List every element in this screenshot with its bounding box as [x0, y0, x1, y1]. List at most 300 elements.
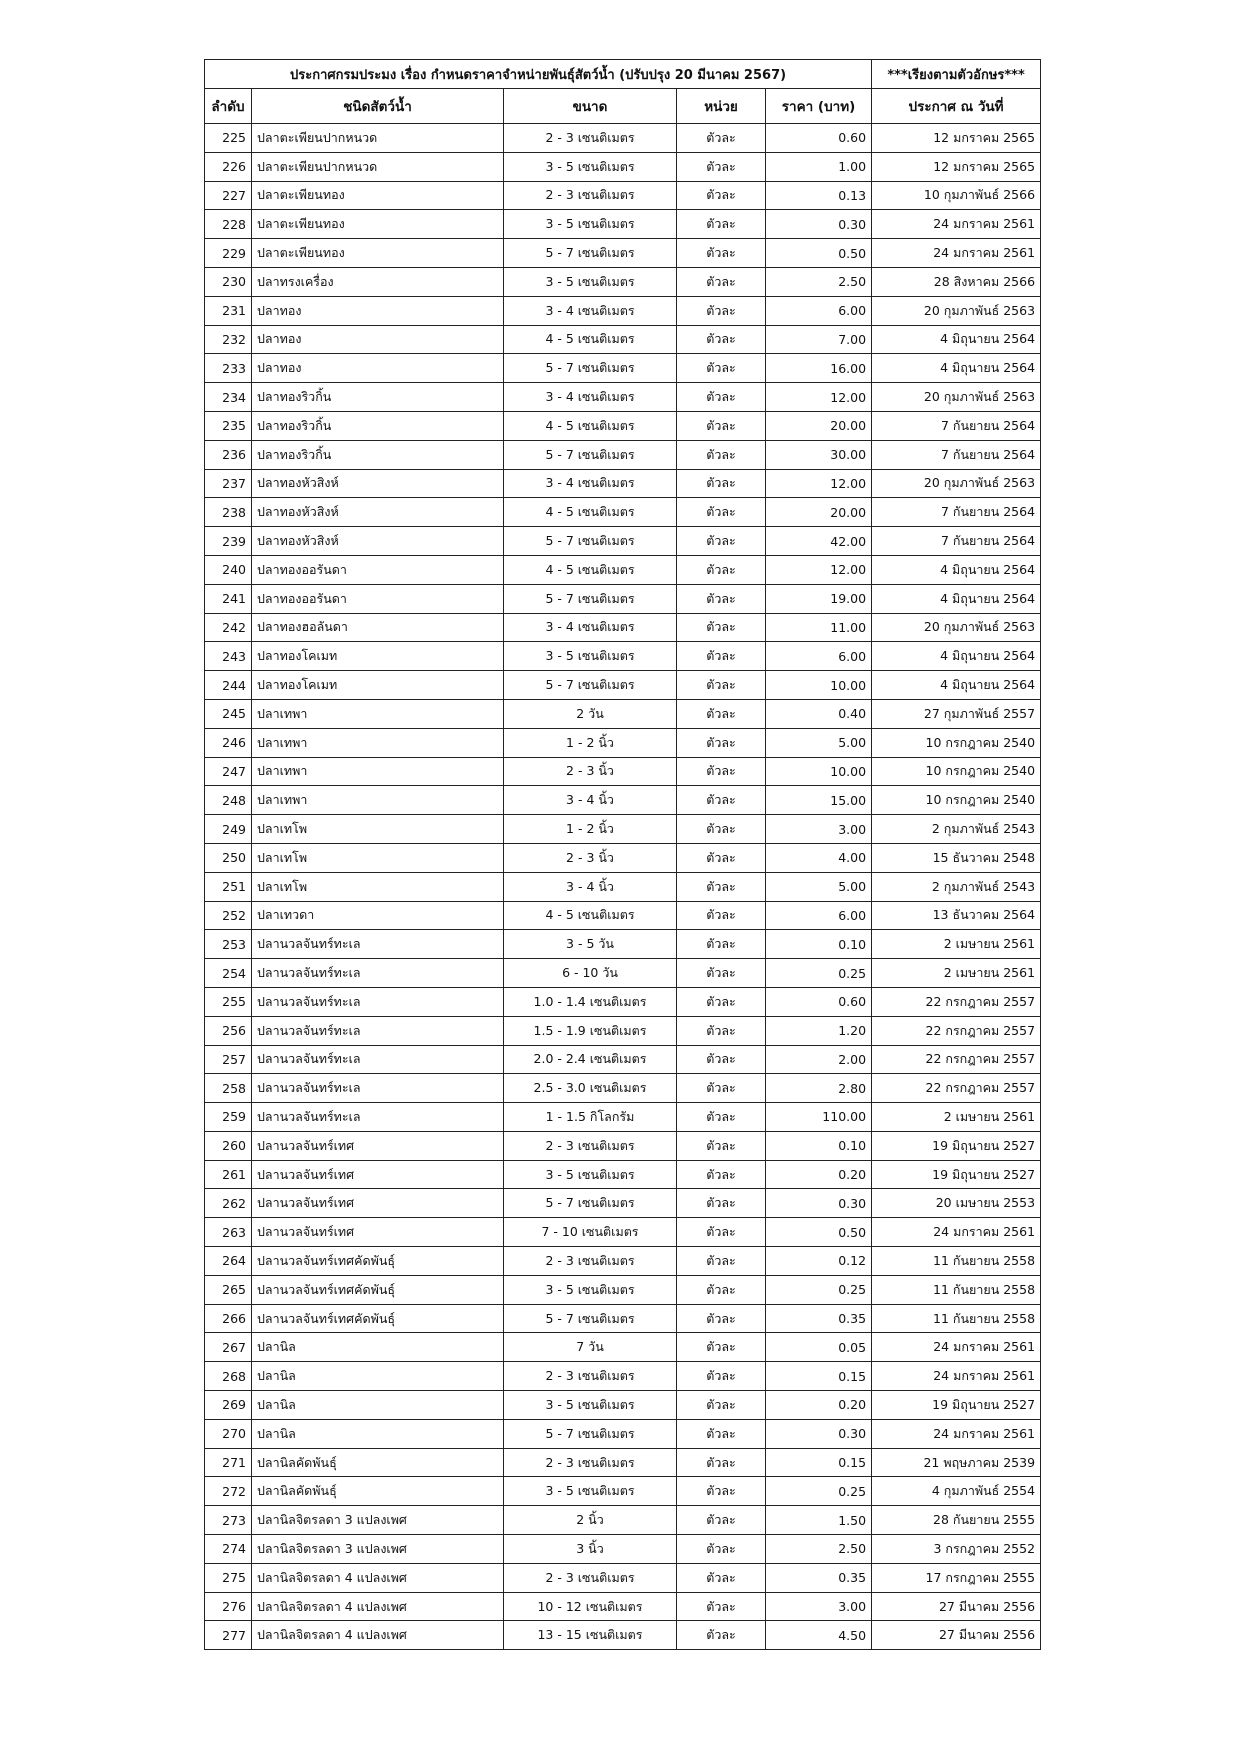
table-row [205, 1218, 1041, 1247]
price-cell: 0.13 [766, 181, 872, 210]
species-name-cell: ปลานวลจันทร์ทะเล [252, 1074, 504, 1103]
species-name-cell: ปลาทองริวกิ้น [252, 440, 504, 469]
price-cell: 4.00 [766, 843, 872, 872]
size-cell: 3 - 5 เซนติเมตร [504, 210, 677, 239]
announce-date-cell: 10 กรกฎาคม 2540 [872, 728, 1041, 757]
species-name-cell: ปลาตะเพียนปากหนวด [252, 152, 504, 181]
species-name-cell: ปลาทองหัวสิงห์ [252, 498, 504, 527]
announce-date-cell: 2 กุมภาพันธ์ 2543 [872, 815, 1041, 844]
price-table [204, 59, 1041, 1650]
species-name-cell: ปลาเทพา [252, 757, 504, 786]
column-header-name: ชนิดสัตว์น้ำ [252, 89, 504, 124]
size-cell: 3 - 5 เซนติเมตร [504, 1477, 677, 1506]
row-number-cell: 243 [205, 642, 252, 671]
unit-cell: ตัวละ [677, 1275, 766, 1304]
row-number-cell: 254 [205, 959, 252, 988]
row-number-cell: 271 [205, 1448, 252, 1477]
announce-date-cell: 4 มิถุนายน 2564 [872, 354, 1041, 383]
announce-date-cell: 19 มิถุนายน 2527 [872, 1391, 1041, 1420]
table-row [205, 671, 1041, 700]
table-row [205, 1563, 1041, 1592]
size-cell: 5 - 7 เซนติเมตร [504, 1304, 677, 1333]
announce-date-cell: 20 กุมภาพันธ์ 2563 [872, 613, 1041, 642]
table-row [205, 699, 1041, 728]
announce-date-cell: 2 เมษายน 2561 [872, 930, 1041, 959]
announce-date-cell: 22 กรกฎาคม 2557 [872, 987, 1041, 1016]
unit-cell: ตัวละ [677, 1477, 766, 1506]
unit-cell: ตัวละ [677, 1362, 766, 1391]
price-cell: 3.00 [766, 1592, 872, 1621]
size-cell: 3 - 5 เซนติเมตร [504, 152, 677, 181]
unit-cell: ตัวละ [677, 584, 766, 613]
table-row [205, 1391, 1041, 1420]
price-cell: 0.10 [766, 1131, 872, 1160]
price-cell: 20.00 [766, 411, 872, 440]
price-cell: 16.00 [766, 354, 872, 383]
price-cell: 12.00 [766, 383, 872, 412]
price-cell: 0.35 [766, 1304, 872, 1333]
table-row [205, 1535, 1041, 1564]
table-row [205, 1189, 1041, 1218]
species-name-cell: ปลาเทพา [252, 786, 504, 815]
unit-cell: ตัวละ [677, 959, 766, 988]
species-name-cell: ปลาตะเพียนทอง [252, 181, 504, 210]
price-cell: 5.00 [766, 872, 872, 901]
announce-date-cell: 28 กันยายน 2555 [872, 1506, 1041, 1535]
announce-date-cell: 22 กรกฎาคม 2557 [872, 1016, 1041, 1045]
price-cell: 0.30 [766, 1189, 872, 1218]
unit-cell: ตัวละ [677, 843, 766, 872]
unit-cell: ตัวละ [677, 613, 766, 642]
size-cell: 2 - 3 เซนติเมตร [504, 1362, 677, 1391]
species-name-cell: ปลาทองริวกิ้น [252, 383, 504, 412]
price-cell: 6.00 [766, 901, 872, 930]
price-cell: 0.25 [766, 959, 872, 988]
price-cell: 0.15 [766, 1362, 872, 1391]
unit-cell: ตัวละ [677, 728, 766, 757]
row-number-cell: 231 [205, 296, 252, 325]
unit-cell: ตัวละ [677, 1218, 766, 1247]
price-cell: 0.60 [766, 987, 872, 1016]
size-cell: 1 - 2 นิ้ว [504, 728, 677, 757]
announce-date-cell: 24 มกราคม 2561 [872, 1218, 1041, 1247]
unit-cell: ตัวละ [677, 1419, 766, 1448]
unit-cell: ตัวละ [677, 181, 766, 210]
price-cell: 2.50 [766, 267, 872, 296]
table-row [205, 901, 1041, 930]
size-cell: 4 - 5 เซนติเมตร [504, 411, 677, 440]
price-cell: 6.00 [766, 642, 872, 671]
announce-date-cell: 3 กรกฎาคม 2552 [872, 1535, 1041, 1564]
row-number-cell: 249 [205, 815, 252, 844]
species-name-cell: ปลานิลจิตรลดา 4 แปลงเพศ [252, 1621, 504, 1650]
size-cell: 2 - 3 เซนติเมตร [504, 1563, 677, 1592]
size-cell: 3 - 4 เซนติเมตร [504, 296, 677, 325]
species-name-cell: ปลานิลจิตรลดา 4 แปลงเพศ [252, 1563, 504, 1592]
species-name-cell: ปลาทองหัวสิงห์ [252, 469, 504, 498]
announce-date-cell: 22 กรกฎาคม 2557 [872, 1045, 1041, 1074]
row-number-cell: 238 [205, 498, 252, 527]
table-row [205, 469, 1041, 498]
species-name-cell: ปลาเทโพ [252, 872, 504, 901]
announce-date-cell: 11 กันยายน 2558 [872, 1304, 1041, 1333]
species-name-cell: ปลานวลจันทร์เทศคัดพันธุ์ [252, 1304, 504, 1333]
announce-date-cell: 2 กุมภาพันธ์ 2543 [872, 872, 1041, 901]
row-number-cell: 240 [205, 555, 252, 584]
table-row [205, 440, 1041, 469]
announce-date-cell: 19 มิถุนายน 2527 [872, 1131, 1041, 1160]
row-number-cell: 230 [205, 267, 252, 296]
unit-cell: ตัวละ [677, 498, 766, 527]
table-row [205, 872, 1041, 901]
row-number-cell: 232 [205, 325, 252, 354]
table-row [205, 296, 1041, 325]
price-cell: 2.80 [766, 1074, 872, 1103]
size-cell: 2 - 3 เซนติเมตร [504, 124, 677, 153]
announce-date-cell: 7 กันยายน 2564 [872, 527, 1041, 556]
price-cell: 19.00 [766, 584, 872, 613]
unit-cell: ตัวละ [677, 901, 766, 930]
table-row [205, 239, 1041, 268]
size-cell: 2 - 3 นิ้ว [504, 843, 677, 872]
row-number-cell: 247 [205, 757, 252, 786]
species-name-cell: ปลานวลจันทร์เทศ [252, 1189, 504, 1218]
unit-cell: ตัวละ [677, 325, 766, 354]
row-number-cell: 252 [205, 901, 252, 930]
species-name-cell: ปลาทอง [252, 325, 504, 354]
table-row [205, 843, 1041, 872]
row-number-cell: 260 [205, 1131, 252, 1160]
species-name-cell: ปลาทองหัวสิงห์ [252, 527, 504, 556]
size-cell: 3 - 4 เซนติเมตร [504, 469, 677, 498]
unit-cell: ตัวละ [677, 267, 766, 296]
row-number-cell: 228 [205, 210, 252, 239]
price-cell: 11.00 [766, 613, 872, 642]
table-row [205, 181, 1041, 210]
announce-date-cell: 4 มิถุนายน 2564 [872, 671, 1041, 700]
table-row [205, 1247, 1041, 1276]
size-cell: 5 - 7 เซนติเมตร [504, 1189, 677, 1218]
header-row [205, 89, 1041, 124]
species-name-cell: ปลานิลคัดพันธุ์ [252, 1477, 504, 1506]
price-cell: 0.20 [766, 1391, 872, 1420]
announce-date-cell: 7 กันยายน 2564 [872, 498, 1041, 527]
row-number-cell: 233 [205, 354, 252, 383]
row-number-cell: 244 [205, 671, 252, 700]
row-number-cell: 273 [205, 1506, 252, 1535]
size-cell: 5 - 7 เซนติเมตร [504, 584, 677, 613]
announce-date-cell: 20 กุมภาพันธ์ 2563 [872, 469, 1041, 498]
table-row [205, 267, 1041, 296]
unit-cell: ตัวละ [677, 383, 766, 412]
price-cell: 42.00 [766, 527, 872, 556]
table-row [205, 1045, 1041, 1074]
unit-cell: ตัวละ [677, 527, 766, 556]
announce-date-cell: 20 กุมภาพันธ์ 2563 [872, 383, 1041, 412]
species-name-cell: ปลานวลจันทร์เทศคัดพันธุ์ [252, 1275, 504, 1304]
unit-cell: ตัวละ [677, 1131, 766, 1160]
document-title: ประกาศกรมประมง เรื่อง กำหนดราคาจำหน่ายพันธุ์สัตว์น้ำ (ปรับปรุง 20 มีนาคม 2567) [205, 60, 872, 89]
unit-cell: ตัวละ [677, 1621, 766, 1650]
price-cell: 1.00 [766, 152, 872, 181]
table-row [205, 930, 1041, 959]
row-number-cell: 229 [205, 239, 252, 268]
unit-cell: ตัวละ [677, 786, 766, 815]
species-name-cell: ปลานิลจิตรลดา 3 แปลงเพศ [252, 1506, 504, 1535]
announce-date-cell: 24 มกราคม 2561 [872, 1419, 1041, 1448]
column-header-price: ราคา (บาท) [766, 89, 872, 124]
species-name-cell: ปลาเทโพ [252, 815, 504, 844]
size-cell: 2 - 3 เซนติเมตร [504, 1448, 677, 1477]
size-cell: 7 - 10 เซนติเมตร [504, 1218, 677, 1247]
table-row [205, 987, 1041, 1016]
announce-date-cell: 12 มกราคม 2565 [872, 124, 1041, 153]
price-cell: 0.25 [766, 1477, 872, 1506]
unit-cell: ตัวละ [677, 469, 766, 498]
price-cell: 0.05 [766, 1333, 872, 1362]
species-name-cell: ปลานิล [252, 1362, 504, 1391]
unit-cell: ตัวละ [677, 239, 766, 268]
size-cell: 2 - 3 เซนติเมตร [504, 1247, 677, 1276]
price-cell: 7.00 [766, 325, 872, 354]
announce-date-cell: 27 มีนาคม 2556 [872, 1592, 1041, 1621]
species-name-cell: ปลาตะเพียนทอง [252, 239, 504, 268]
species-name-cell: ปลาตะเพียนปากหนวด [252, 124, 504, 153]
table-row [205, 210, 1041, 239]
price-cell: 0.10 [766, 930, 872, 959]
row-number-cell: 268 [205, 1362, 252, 1391]
unit-cell: ตัวละ [677, 1045, 766, 1074]
species-name-cell: ปลานวลจันทร์เทศ [252, 1160, 504, 1189]
size-cell: 2.0 - 2.4 เซนติเมตร [504, 1045, 677, 1074]
species-name-cell: ปลานวลจันทร์เทศคัดพันธุ์ [252, 1247, 504, 1276]
unit-cell: ตัวละ [677, 1247, 766, 1276]
row-number-cell: 250 [205, 843, 252, 872]
price-cell: 5.00 [766, 728, 872, 757]
row-number-cell: 263 [205, 1218, 252, 1247]
announce-date-cell: 4 มิถุนายน 2564 [872, 584, 1041, 613]
species-name-cell: ปลาทองริวกิ้น [252, 411, 504, 440]
size-cell: 3 - 4 เซนติเมตร [504, 613, 677, 642]
announce-date-cell: 20 เมษายน 2553 [872, 1189, 1041, 1218]
species-name-cell: ปลานิล [252, 1391, 504, 1420]
species-name-cell: ปลานิลคัดพันธุ์ [252, 1448, 504, 1477]
row-number-cell: 258 [205, 1074, 252, 1103]
unit-cell: ตัวละ [677, 124, 766, 153]
row-number-cell: 241 [205, 584, 252, 613]
species-name-cell: ปลานิลจิตรลดา 4 แปลงเพศ [252, 1592, 504, 1621]
species-name-cell: ปลาทองโคเมท [252, 642, 504, 671]
row-number-cell: 246 [205, 728, 252, 757]
unit-cell: ตัวละ [677, 642, 766, 671]
row-number-cell: 225 [205, 124, 252, 153]
row-number-cell: 253 [205, 930, 252, 959]
unit-cell: ตัวละ [677, 354, 766, 383]
size-cell: 4 - 5 เซนติเมตร [504, 555, 677, 584]
species-name-cell: ปลาทอง [252, 296, 504, 325]
species-name-cell: ปลาทองออรันดา [252, 584, 504, 613]
unit-cell: ตัวละ [677, 1448, 766, 1477]
unit-cell: ตัวละ [677, 757, 766, 786]
price-cell: 0.25 [766, 1275, 872, 1304]
unit-cell: ตัวละ [677, 930, 766, 959]
announce-date-cell: 28 สิงหาคม 2566 [872, 267, 1041, 296]
row-number-cell: 236 [205, 440, 252, 469]
price-cell: 0.50 [766, 1218, 872, 1247]
species-name-cell: ปลาทอง [252, 354, 504, 383]
size-cell: 4 - 5 เซนติเมตร [504, 901, 677, 930]
table-row [205, 1448, 1041, 1477]
unit-cell: ตัวละ [677, 1016, 766, 1045]
row-number-cell: 275 [205, 1563, 252, 1592]
table-row [205, 584, 1041, 613]
row-number-cell: 242 [205, 613, 252, 642]
table-row [205, 728, 1041, 757]
price-cell: 0.15 [766, 1448, 872, 1477]
price-cell: 1.50 [766, 1506, 872, 1535]
unit-cell: ตัวละ [677, 1391, 766, 1420]
size-cell: 1.5 - 1.9 เซนติเมตร [504, 1016, 677, 1045]
size-cell: 3 นิ้ว [504, 1535, 677, 1564]
table-row [205, 815, 1041, 844]
table-row [205, 1074, 1041, 1103]
species-name-cell: ปลานวลจันทร์ทะเล [252, 987, 504, 1016]
table-row [205, 959, 1041, 988]
column-header-no: ลำดับ [205, 89, 252, 124]
table-row [205, 1333, 1041, 1362]
unit-cell: ตัวละ [677, 440, 766, 469]
announce-date-cell: 10 กรกฎาคม 2540 [872, 786, 1041, 815]
size-cell: 13 - 15 เซนติเมตร [504, 1621, 677, 1650]
announce-date-cell: 4 กุมภาพันธ์ 2554 [872, 1477, 1041, 1506]
species-name-cell: ปลาทองโคเมท [252, 671, 504, 700]
table-row [205, 354, 1041, 383]
price-cell: 12.00 [766, 469, 872, 498]
announce-date-cell: 2 เมษายน 2561 [872, 1103, 1041, 1132]
size-cell: 2 - 3 นิ้ว [504, 757, 677, 786]
size-cell: 3 - 4 นิ้ว [504, 872, 677, 901]
price-cell: 1.20 [766, 1016, 872, 1045]
species-name-cell: ปลานิล [252, 1419, 504, 1448]
table-row [205, 1016, 1041, 1045]
size-cell: 3 - 5 วัน [504, 930, 677, 959]
table-body [205, 124, 1041, 1650]
unit-cell: ตัวละ [677, 815, 766, 844]
row-number-cell: 261 [205, 1160, 252, 1189]
announce-date-cell: 17 กรกฎาคม 2555 [872, 1563, 1041, 1592]
table-row [205, 642, 1041, 671]
species-name-cell: ปลาทองออรันดา [252, 555, 504, 584]
price-cell: 4.50 [766, 1621, 872, 1650]
announce-date-cell: 12 มกราคม 2565 [872, 152, 1041, 181]
table-row [205, 1160, 1041, 1189]
unit-cell: ตัวละ [677, 1506, 766, 1535]
announce-date-cell: 24 มกราคม 2561 [872, 210, 1041, 239]
size-cell: 10 - 12 เซนติเมตร [504, 1592, 677, 1621]
row-number-cell: 272 [205, 1477, 252, 1506]
announce-date-cell: 24 มกราคม 2561 [872, 239, 1041, 268]
price-table-sheet [204, 59, 1040, 1650]
row-number-cell: 251 [205, 872, 252, 901]
announce-date-cell: 11 กันยายน 2558 [872, 1247, 1041, 1276]
price-cell: 0.30 [766, 210, 872, 239]
price-cell: 15.00 [766, 786, 872, 815]
table-row [205, 383, 1041, 412]
species-name-cell: ปลานวลจันทร์ทะเล [252, 1016, 504, 1045]
price-cell: 10.00 [766, 757, 872, 786]
species-name-cell: ปลานวลจันทร์ทะเล [252, 1045, 504, 1074]
announce-date-cell: 4 มิถุนายน 2564 [872, 642, 1041, 671]
price-cell: 3.00 [766, 815, 872, 844]
row-number-cell: 259 [205, 1103, 252, 1132]
announce-date-cell: 4 มิถุนายน 2564 [872, 555, 1041, 584]
price-cell: 0.50 [766, 239, 872, 268]
announce-date-cell: 19 มิถุนายน 2527 [872, 1160, 1041, 1189]
price-cell: 12.00 [766, 555, 872, 584]
announce-date-cell: 10 กุมภาพันธ์ 2566 [872, 181, 1041, 210]
species-name-cell: ปลาทองฮอลันดา [252, 613, 504, 642]
column-header-date: ประกาศ ณ วันที่ [872, 89, 1041, 124]
announce-date-cell: 2 เมษายน 2561 [872, 959, 1041, 988]
unit-cell: ตัวละ [677, 1333, 766, 1362]
size-cell: 3 - 5 เซนติเมตร [504, 1391, 677, 1420]
species-name-cell: ปลาทรงเครื่อง [252, 267, 504, 296]
unit-cell: ตัวละ [677, 210, 766, 239]
price-cell: 20.00 [766, 498, 872, 527]
table-row [205, 757, 1041, 786]
row-number-cell: 227 [205, 181, 252, 210]
row-number-cell: 264 [205, 1247, 252, 1276]
size-cell: 2 วัน [504, 699, 677, 728]
table-row [205, 1592, 1041, 1621]
announce-date-cell: 22 กรกฎาคม 2557 [872, 1074, 1041, 1103]
size-cell: 1 - 2 นิ้ว [504, 815, 677, 844]
row-number-cell: 235 [205, 411, 252, 440]
table-row [205, 555, 1041, 584]
table-row [205, 1506, 1041, 1535]
table-row [205, 498, 1041, 527]
table-row [205, 613, 1041, 642]
unit-cell: ตัวละ [677, 671, 766, 700]
title-row [205, 60, 1041, 89]
row-number-cell: 277 [205, 1621, 252, 1650]
species-name-cell: ปลาเทพา [252, 699, 504, 728]
unit-cell: ตัวละ [677, 1074, 766, 1103]
column-header-unit: หน่วย [677, 89, 766, 124]
row-number-cell: 274 [205, 1535, 252, 1564]
table-row [205, 411, 1041, 440]
announce-date-cell: 7 กันยายน 2564 [872, 440, 1041, 469]
price-cell: 110.00 [766, 1103, 872, 1132]
table-row [205, 1621, 1041, 1650]
table-row [205, 1362, 1041, 1391]
unit-cell: ตัวละ [677, 555, 766, 584]
price-cell: 0.35 [766, 1563, 872, 1592]
size-cell: 3 - 5 เซนติเมตร [504, 642, 677, 671]
size-cell: 3 - 5 เซนติเมตร [504, 1275, 677, 1304]
unit-cell: ตัวละ [677, 1563, 766, 1592]
size-cell: 1 - 1.5 กิโลกรัม [504, 1103, 677, 1132]
row-number-cell: 262 [205, 1189, 252, 1218]
unit-cell: ตัวละ [677, 872, 766, 901]
unit-cell: ตัวละ [677, 1535, 766, 1564]
row-number-cell: 245 [205, 699, 252, 728]
announce-date-cell: 4 มิถุนายน 2564 [872, 325, 1041, 354]
size-cell: 3 - 4 เซนติเมตร [504, 383, 677, 412]
species-name-cell: ปลานวลจันทร์เทศ [252, 1131, 504, 1160]
price-cell: 0.12 [766, 1247, 872, 1276]
table-row [205, 1275, 1041, 1304]
